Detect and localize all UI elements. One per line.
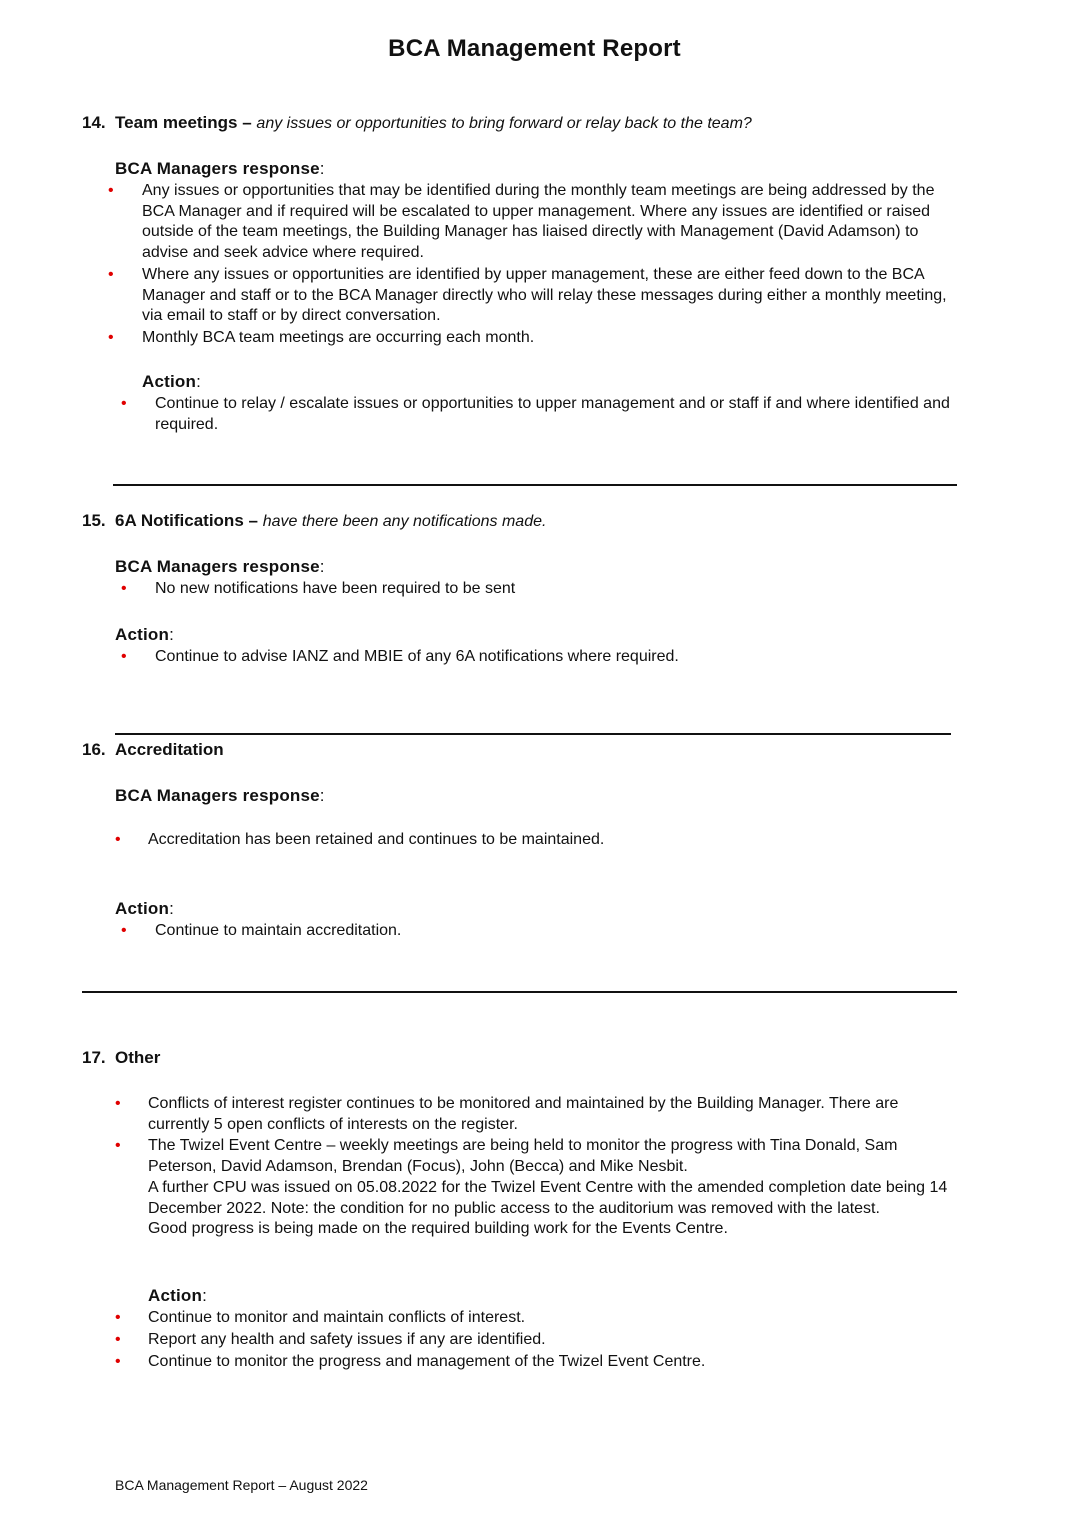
bullet-icon: • (108, 182, 114, 199)
section-16-response-label: BCA Managers response: (115, 786, 325, 805)
section-title: 6A Notifications – (115, 511, 258, 530)
list-item: • Continue to maintain accreditation. (155, 921, 955, 942)
bullet-icon: • (121, 395, 127, 412)
section-title: Accreditation (115, 740, 224, 759)
bullet-icon: • (115, 1331, 121, 1349)
section-17-heading (82, 1047, 160, 1069)
list-item: • Accreditation has been retained and continues to be maintained. (148, 830, 948, 851)
section-17-action-label: Action: (148, 1286, 208, 1305)
page-footer: BCA Management Report – August 2022 (115, 1477, 368, 1493)
bullet-icon: • (108, 328, 114, 346)
section-17-list (115, 1094, 954, 1240)
section-15-response-list (121, 579, 955, 600)
section-divider (113, 484, 957, 486)
list-item: • Report any health and safety issues if any are identified. (148, 1330, 954, 1351)
paragraph: Good progress is being made on the required building work for the Events Centre. (148, 1220, 728, 1238)
section-divider (115, 733, 951, 735)
list-item: • Any issues or opportunities that may be identified during the monthly team meetings are being addressed by the BCA Manager and if required will be escalated to upper management. Where any issues are identified or raised outside of the team meetings, the Building Manager has liaised directly with Management (David Adamson) to advise and seek advice where required. (108, 182, 935, 262)
bullet-icon: • (115, 1137, 121, 1155)
section-number: 17. (82, 1048, 106, 1067)
list-item: • Where any issues or opportunities are identified by upper management, these are either feed down to the BCA Manager and staff or to the BCA Manager directly who will relay these messages during either a monthly meeting, via email to staff or by direct conversation. (108, 265, 947, 325)
list-item: • Continue to relay / escalate issues or opportunities to upper management and or staff if and where identified and required. (121, 395, 950, 433)
section-15-heading (82, 510, 546, 533)
list-item: • No new notifications have been required to be sent (155, 579, 955, 600)
list-item: • Continue to monitor and maintain conflicts of interest. (148, 1308, 954, 1329)
section-15-response-label: BCA Managers response: (115, 557, 325, 576)
section-15-action-list (121, 647, 955, 668)
section-16-response-list (115, 830, 948, 851)
bullet-icon: • (108, 265, 114, 283)
bullet-icon: • (115, 1095, 121, 1112)
section-16-action-label: Action: (115, 899, 175, 918)
section-14-action-list (121, 394, 961, 435)
section-16-action-list (121, 921, 955, 942)
list-item: • Continue to monitor the progress and management of the Twizel Event Centre. (148, 1352, 954, 1373)
section-14-heading (82, 112, 752, 135)
section-number: 16. (82, 740, 106, 759)
section-subtitle: any issues or opportunities to bring forward or relay back to the team? (256, 115, 752, 132)
bullet-icon: • (115, 831, 121, 848)
list-item: • The Twizel Event Centre – weekly meetings are being held to monitor the progress with Tina Donald, Sam Peterson, David Adamson, Brendan (Focus), John (Becca) and Mike Nesbit. A further CPU was issued on 05.08.2022 for the Twizel Event Centre with the amended completion date being 14 December 2022. Note: the condition for no public access to the auditorium was removed with the latest. Good progress is being made on the required building work for the Events Centre. (148, 1136, 954, 1240)
bullet-icon: • (121, 580, 127, 597)
section-14-action-label: Action: (142, 372, 202, 391)
section-divider (82, 991, 957, 993)
section-17-action-list (115, 1308, 954, 1373)
list-item: • Continue to advise IANZ and MBIE of any 6A notifications where required. (155, 647, 955, 668)
bullet-icon: • (121, 922, 127, 939)
section-title: Other (115, 1048, 161, 1067)
section-16-heading (82, 739, 224, 761)
paragraph: A further CPU was issued on 05.08.2022 for the Twizel Event Centre with the amended completion date being 14 December 2022. Note: the condition for no public access to the auditorium was removed with the latest. (148, 1178, 948, 1217)
section-title: Team meetings – (115, 113, 252, 132)
bullet-icon: • (115, 1353, 121, 1371)
list-item: • Conflicts of interest register continues to be monitored and maintained by the Building Manager. There are currently 5 open conflicts of interests on the register. (115, 1095, 899, 1133)
page-title: BCA Management Report (388, 35, 681, 62)
section-14-response-label: BCA Managers response: (115, 159, 325, 178)
section-number: 15. (82, 511, 106, 530)
bullet-icon: • (115, 1309, 121, 1326)
bullet-icon: • (121, 648, 127, 665)
section-number: 14. (82, 113, 106, 132)
list-item: • Monthly BCA team meetings are occurring each month. (142, 328, 954, 349)
section-subtitle: have there been any notifications made. (262, 513, 547, 530)
section-14-response-list (108, 181, 954, 349)
section-15-action-label: Action: (115, 625, 175, 644)
